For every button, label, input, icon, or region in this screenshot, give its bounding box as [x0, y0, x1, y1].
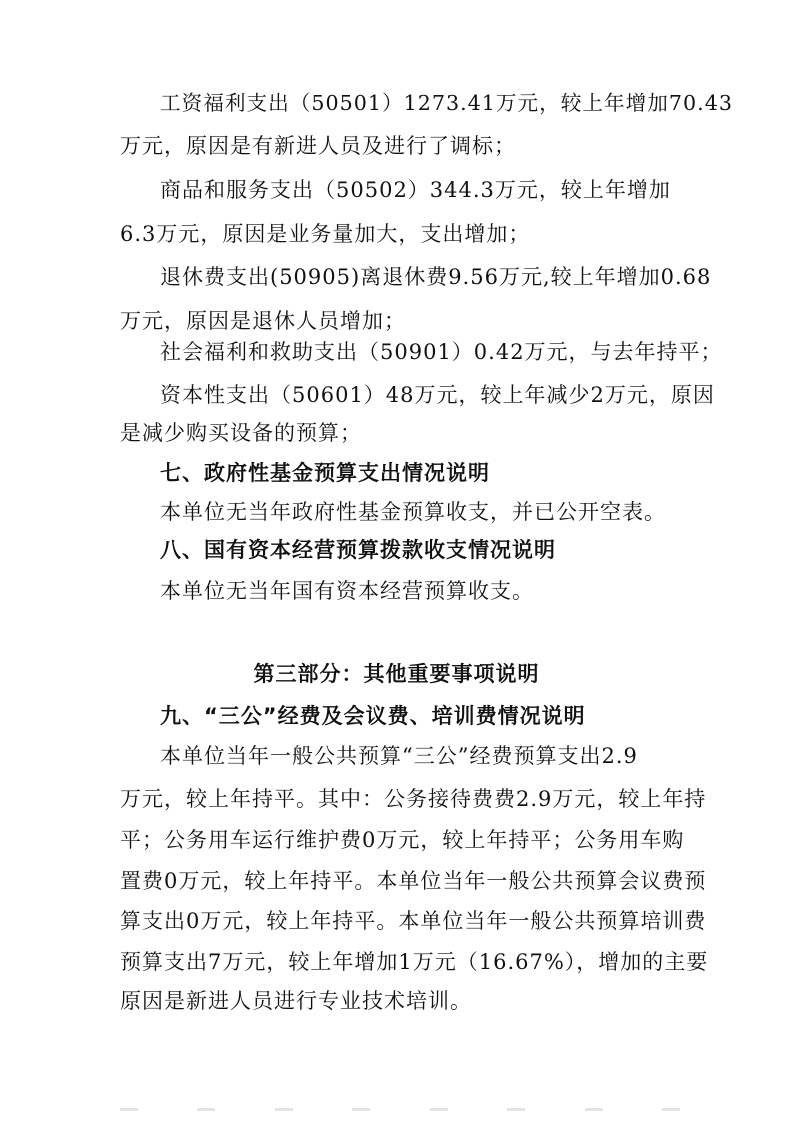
- section-heading-9: 九、“三公”经费及会议费、培训费情况说明: [160, 704, 586, 728]
- paragraph-line: 本单位无当年政府性基金预算收支，并已公开空表。: [160, 500, 666, 524]
- paragraph-line: 平；公务用车运行维护费0万元，较上年持平；公务用车购: [120, 828, 685, 852]
- paragraph-line: 算支出0万元，较上年持平。本单位当年一般公共预算培训费: [120, 909, 707, 933]
- paragraph-line: 本单位当年一般公共预算“三公”经费预算支出2.9: [160, 744, 638, 768]
- paragraph-line: 资本性支出（50601）48万元，较上年减少2万元，原因: [160, 383, 715, 407]
- paragraph-line: 万元，原因是有新进人员及进行了调标；: [120, 134, 516, 158]
- paragraph-line: 社会福利和救助支出（50901）0.42万元，与去年持平；: [160, 340, 723, 364]
- paragraph-line: 原因是新进人员进行专业技术培训。: [120, 989, 472, 1013]
- paragraph-line: 本单位无当年国有资本经营预算收支。: [160, 579, 534, 603]
- paragraph-line: 是减少购买设备的预算；: [120, 421, 362, 445]
- scan-edge-marks: [120, 1108, 680, 1114]
- section-heading-8: 八、国有资本经营预算拨款收支情况说明: [160, 538, 556, 562]
- paragraph-line: 预算支出7万元，较上年增加1万元（16.67%），增加的主要: [120, 950, 709, 974]
- part-title: 第三部分：其他重要事项说明: [253, 662, 540, 686]
- paragraph-line: 万元，原因是退休人员增加；: [120, 309, 406, 333]
- paragraph-line: 万元，较上年持平。其中：公务接待费费2.9万元，较上年持: [120, 787, 707, 811]
- paragraph-line: 6.3万元，原因是业务量加大，支出增加；: [120, 222, 531, 246]
- paragraph-line: 退休费支出(50905)离退休费9.56万元,较上年增加0.68: [160, 265, 712, 289]
- paragraph-line: 工资福利支出（50501）1273.41万元，较上年增加70.43: [160, 91, 733, 115]
- paragraph-line: 商品和服务支出（50502）344.3万元，较上年增加: [160, 178, 671, 202]
- paragraph-line: 置费0万元，较上年持平。本单位当年一般公共预算会议费预: [120, 869, 707, 893]
- section-heading-7: 七、政府性基金预算支出情况说明: [160, 461, 490, 485]
